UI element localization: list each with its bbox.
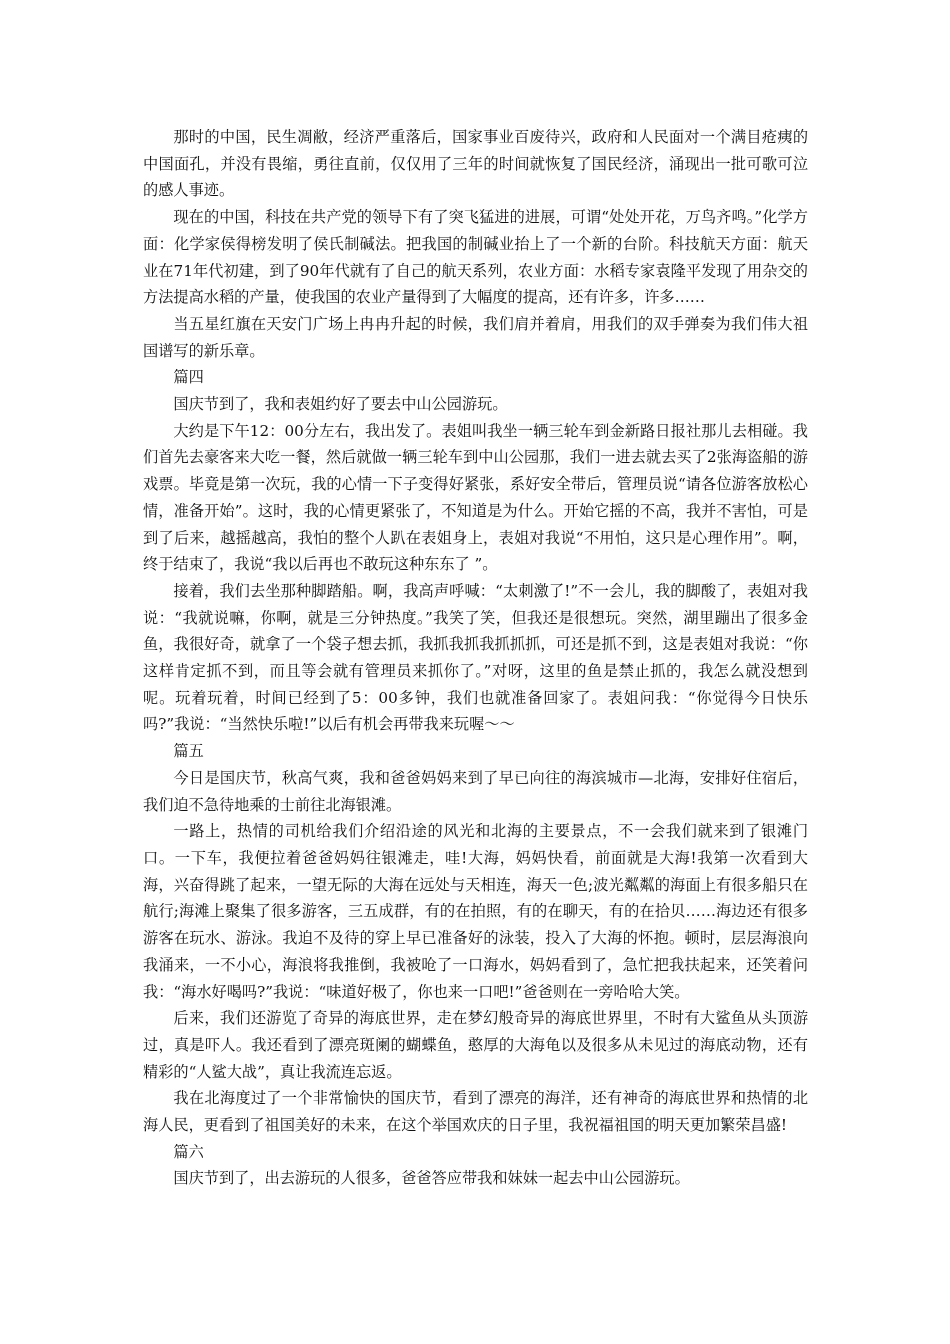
document-body [143, 124, 808, 1192]
paragraph: 国庆节到了，出去游玩的人很多，爸爸答应带我和妹妹一起去中山公园游玩。 [173, 1169, 690, 1188]
paragraph: 大约是下午12：00分左右，我出发了。表姐叫我坐一辆三轮车到金新路日报社那儿去相碰。我们首先去豪客来大吃一餐，然后就做一辆三轮车到中山公园那，我们一进去就去买了2张海盗船的游戏票。毕竟是第一次玩，我的心情一下子变得好紧张，系好安全带后，管理员说“请各位游客放松心情，准备开始”。这时，我的心情更紧张了，不知道是为什么。开始它摇的不高，我并不害怕，可是到了后来，越摇越高，我怕的整个人趴在表姐身上，表姐对我说“不用怕，这只是心理作用”。啊，终于结束了，我说“我以后再也不敢玩这种东东了 ”。 [143, 421, 808, 574]
paragraph: 今日是国庆节，秋高气爽，我和爸爸妈妈来到了早已向往的海滨城市—北海，安排好住宿后，我们迫不急待地乘的士前往北海银滩。 [143, 768, 808, 814]
section-heading: 篇五 [173, 742, 204, 761]
paragraph: 现在的中国，科技在共产党的领导下有了突飞猛进的进展，可谓“处处开花，万鸟齐鸣。”化学方面：化学家侯得榜发明了侯氏制碱法。把我国的制碱业抬上了一个新的台阶。科技航天方面：航天业在71年代初建，到了90年代就有了自己的航天系列，农业方面：水稻专家袁隆平发现了用杂交的方法提高水稻的产量，使我国的农业产量得到了大幅度的提高，还有许多，许多…… [143, 208, 808, 307]
paragraph: 那时的中国，民生凋敝，经济严重落后，国家事业百废待兴，政府和人民面对一个满目疮痍的中国面孔，并没有畏缩，勇往直前，仅仅用了三年的时间就恢复了国民经济，涌现出一批可歌可泣的感人事迹。 [143, 128, 808, 200]
section-heading: 篇四 [173, 368, 204, 387]
section-heading: 篇六 [173, 1142, 204, 1161]
paragraph: 后来，我们还游览了奇异的海底世界，走在梦幻般奇异的海底世界里，不时有大鲨鱼从头顶游过，真是吓人。我还看到了漂亮斑阑的蝴蝶鱼，憨厚的大海龟以及很多从未见过的海底动物，还有精彩的“人鲨大战”，真让我流连忘返。 [143, 1009, 808, 1081]
paragraph: 我在北海度过了一个非常愉快的国庆节，看到了漂亮的海洋，还有神奇的海底世界和热情的北海人民，更看到了祖国美好的未来，在这个举国欢庆的日子里，我祝福祖国的明天更加繁荣昌盛! [143, 1089, 808, 1135]
paragraph: 接着，我们去坐那种脚踏船。啊，我高声呼喊：“太刺激了!”不一会儿，我的脚酸了，表姐对我说：“我就说嘛，你啊，就是三分钟热度。”我笑了笑，但我还是很想玩。突然，湖里蹦出了很多金鱼，我很好奇，就拿了一个袋子想去抓，我抓我抓我抓抓抓，可还是抓不到，这是表姐对我说：“你这样肯定抓不到，而且等会就有管理员来抓你了。”对呀，这里的鱼是禁止抓的，我怎么就没想到呢。玩着玩着，时间已经到了5：00多钟，我们也就准备回家了。表姐问我：“你觉得今日快乐吗?”我说：“当然快乐啦!”以后有机会再带我来玩喔～～ [143, 581, 808, 734]
paragraph: 当五星红旗在天安门广场上冉冉升起的时候，我们肩并着肩，用我们的双手弹奏为我们伟大祖国谱写的新乐章。 [143, 314, 808, 360]
paragraph: 国庆节到了，我和表姐约好了要去中山公园游玩。 [173, 395, 508, 414]
paragraph: 一路上，热情的司机给我们介绍沿途的风光和北海的主要景点，不一会我们就来到了银滩门口。一下车，我便拉着爸爸妈妈往银滩走，哇!大海，妈妈快看，前面就是大海!我第一次看到大海，兴奋得跳了起来，一望无际的大海在远处与天相连，海天一色;波光粼粼的海面上有很多船只在航行;海滩上聚集了很多游客，三五成群，有的在拍照，有的在聊天，有的在拾贝……海边还有很多游客在玩水、游泳。我迫不及待的穿上早已准备好的泳装，投入了大海的怀抱。顿时，层层海浪向我涌来，一不小心，海浪将我推倒，我被呛了一口海水，妈妈看到了，急忙把我扶起来，还笑着问我：“海水好喝吗?”我说：“味道好极了，你也来一口吧!”爸爸则在一旁哈哈大笑。 [143, 822, 808, 1001]
